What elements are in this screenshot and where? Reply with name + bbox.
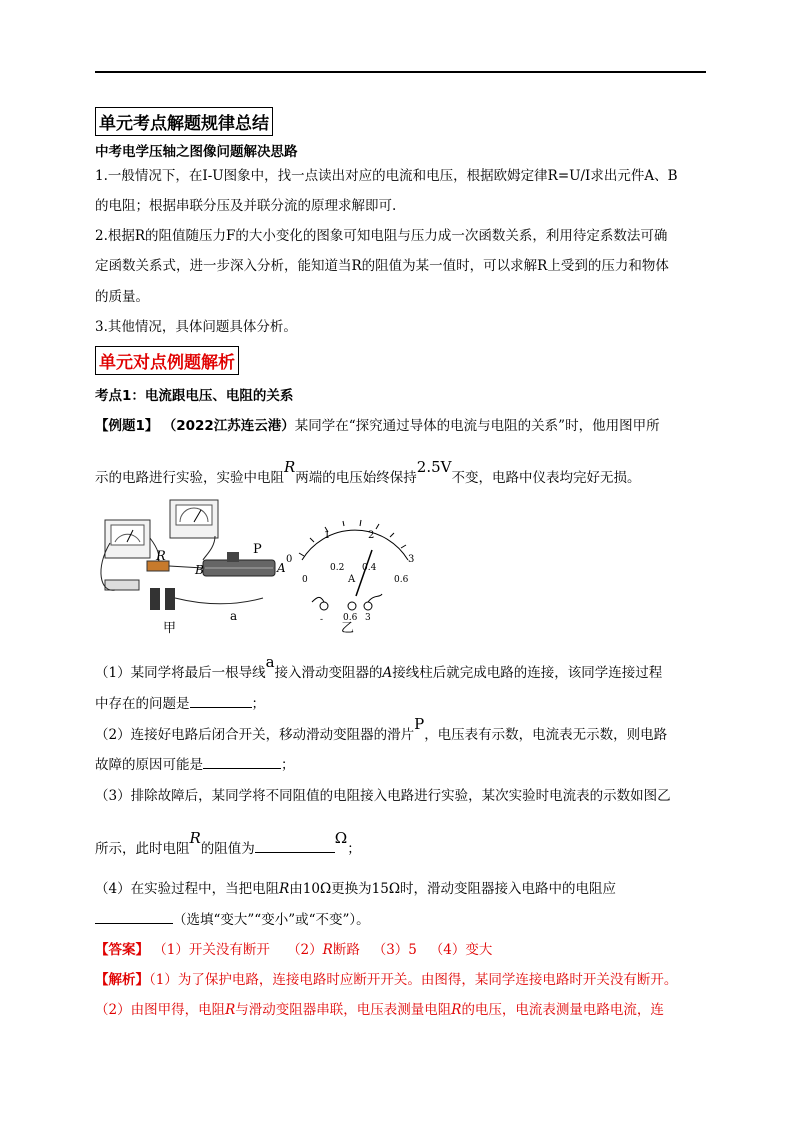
example-text-2b: 两端的电压始终保持 [295, 470, 417, 486]
label-A: A [277, 561, 286, 575]
question-4-line-2 [95, 908, 370, 928]
answer-2-prefix: （2） [287, 942, 323, 958]
question-4-line-1 [95, 877, 616, 897]
q4-text-b: 由 [289, 881, 303, 897]
example-text-2a: 示的电路进行实验，实验中电阻 [95, 470, 284, 486]
analysis-text-1: （1）为了保护电路，连接电路时应断开开关。由图得，某同学连接电路时开关没有断开。 [149, 972, 678, 988]
example-source: （2022江苏连云港） [162, 418, 295, 434]
answer-tag: 【答案】 [95, 942, 149, 958]
q3-unit: Ω [334, 829, 348, 847]
answer-3: （3）5 [372, 942, 417, 958]
tick-top-0: 0 [286, 554, 293, 565]
terminal-3: 3 [365, 613, 371, 623]
circuit-figure [95, 498, 435, 638]
header-rule [95, 71, 706, 73]
question-1-line-1 [95, 653, 663, 681]
ammeter-dial [286, 520, 414, 636]
q1-text-2: 中存在的问题是 [95, 696, 190, 712]
analysis-text-2a: （2）由图甲得，电阻 [95, 1002, 226, 1018]
q2-text-2: 故障的原因可能是 [95, 757, 203, 773]
subtitle: 中考电学压轴之图像问题解决思路 [95, 144, 298, 160]
wire-a [175, 598, 263, 604]
question-3-line-2 [95, 829, 361, 857]
question-2-line-2 [95, 753, 295, 773]
q1-end: ； [251, 696, 265, 712]
q2-slider-P: P [414, 715, 425, 733]
paragraph-1-line-1: 1.一般情况下，在I-U图象中，找一点读出对应的电流和电压，根据欧姆定律R=U/I求出元件A、B [95, 168, 678, 184]
question-3-line-1: （3）排除故障后，某同学将不同阻值的电阻接入电路进行实验，某次实验时电流表的示数如图乙 [95, 788, 671, 804]
analysis-line-1 [95, 968, 677, 988]
q3-end: ； [347, 841, 361, 857]
q1-text-c: 接线柱后就完成电路的连接，该同学连接过程 [392, 665, 663, 681]
q3-answer-blank[interactable] [255, 840, 335, 853]
question-2-line-1 [95, 715, 668, 743]
terminal-0.6: 0.6 [343, 613, 358, 623]
answer-4: （4）变大 [429, 942, 493, 958]
switch [105, 580, 139, 590]
tick-bottom-1: 0.2 [330, 563, 345, 573]
q4-resistor: R [279, 881, 290, 897]
tick-top-1: 1 [324, 530, 331, 541]
q4-text-d: 时，滑动变阻器接入电路中的电阻应 [400, 881, 617, 897]
analysis-text-2b: 与滑动变阻器串联，电压表测量电阻 [235, 1002, 452, 1018]
q3-text-b: 的阻值为 [200, 841, 255, 857]
section-title-summary: 单元考点解题规律总结 [95, 107, 273, 136]
label-P: P [253, 542, 262, 557]
section-title-examples: 单元对点例题解析 [95, 346, 239, 375]
q1-answer-blank[interactable] [190, 695, 252, 708]
kaodian-heading: 考点1：电流跟电压、电阻的关系 [95, 388, 294, 404]
tick-top-2: 2 [368, 530, 375, 541]
q4-text-a: （4）在实验过程中，当把电阻 [95, 881, 280, 897]
q2-text-b: ，电压表有示数，电流表无示数，则电路 [424, 727, 668, 743]
analysis-resistor-2: R [451, 1002, 462, 1018]
q4-answer-blank[interactable] [95, 911, 173, 924]
q3-text-a: 所示，此时电阻 [95, 841, 190, 857]
voltmeter [105, 520, 150, 558]
q4-to-value: 15Ω [371, 881, 401, 897]
label-R: R [156, 549, 166, 564]
label-B: B [195, 563, 204, 577]
example-line-1 [95, 414, 660, 434]
q1-terminal-A: A [382, 665, 393, 681]
resistor-symbol: R [284, 458, 296, 476]
analysis-resistor-1: R [225, 1002, 236, 1018]
analysis-tag: 【解析】 [95, 972, 149, 988]
q3-resistor: R [189, 829, 201, 847]
paragraph-2-line-1: 2.根据R的阻值随压力F的大小变化的图象可知电阻与压力成一次函数关系，利用待定系数法可确 [95, 228, 668, 244]
label-jia: 甲 [163, 621, 177, 636]
ammeter [170, 500, 218, 538]
battery-2 [165, 588, 175, 610]
q1-text-b: 接入滑动变阻器的 [274, 665, 383, 681]
example-text-1: 某同学在“探究通过导体的电流与电阻的关系”时，他用图甲所 [294, 418, 660, 434]
q4-from-value: 10Ω [302, 881, 332, 897]
q2-end: ； [281, 757, 295, 773]
tick-bottom-0: 0 [302, 575, 308, 585]
wire [203, 536, 215, 560]
tick-bottom-3: 0.6 [394, 575, 409, 585]
meter-unit: A [348, 574, 356, 585]
label-yi: 乙 [341, 621, 355, 636]
answer-2-text: 断路 [332, 942, 360, 958]
tick-top-3: 3 [408, 554, 415, 565]
answer-2-resistor: R [322, 942, 333, 958]
paragraph-2-line-2: 定函数关系式，进一步深入分析，能知道当R的阻值为某一值时，可以求解R上受到的压力和物体 [95, 258, 669, 274]
paragraph-3: 3.其他情况，具体问题具体分析。 [95, 319, 297, 335]
example-tag: 【例题1】 [95, 418, 159, 434]
label-a: a [230, 609, 238, 623]
paragraph-1-line-2: 的电阻；根据串联分压及并联分流的原理求解即可. [95, 198, 397, 214]
q4-text-c: 更换为 [331, 881, 372, 897]
question-1-line-2 [95, 692, 265, 712]
analysis-text-2c: 的电压，电流表测量电路电流，连 [461, 1002, 664, 1018]
voltage-value: 2.5V [416, 458, 452, 476]
terminal-minus: - [320, 615, 324, 625]
tick-bottom-2: 0.4 [362, 563, 377, 573]
q2-answer-blank[interactable] [203, 756, 281, 769]
q1-text-a: （1）某同学将最后一根导线 [95, 665, 266, 681]
answer-1: （1）开关没有断开 [153, 942, 270, 958]
paragraph-2-line-3: 的质量。 [95, 289, 149, 305]
example-text-2c: 不变，电路中仪表均完好无损。 [451, 470, 641, 486]
q1-wire-a: a [265, 653, 275, 671]
q4-text-2: （选填“变大”“变小”或“不变”）。 [173, 912, 370, 928]
example-line-2 [95, 458, 641, 486]
rheostat [203, 552, 275, 576]
answer-line [95, 938, 492, 958]
q2-text-a: （2）连接好电路后闭合开关，移动滑动变阻器的滑片 [95, 727, 415, 743]
battery-1 [150, 588, 160, 610]
analysis-line-2 [95, 998, 664, 1018]
